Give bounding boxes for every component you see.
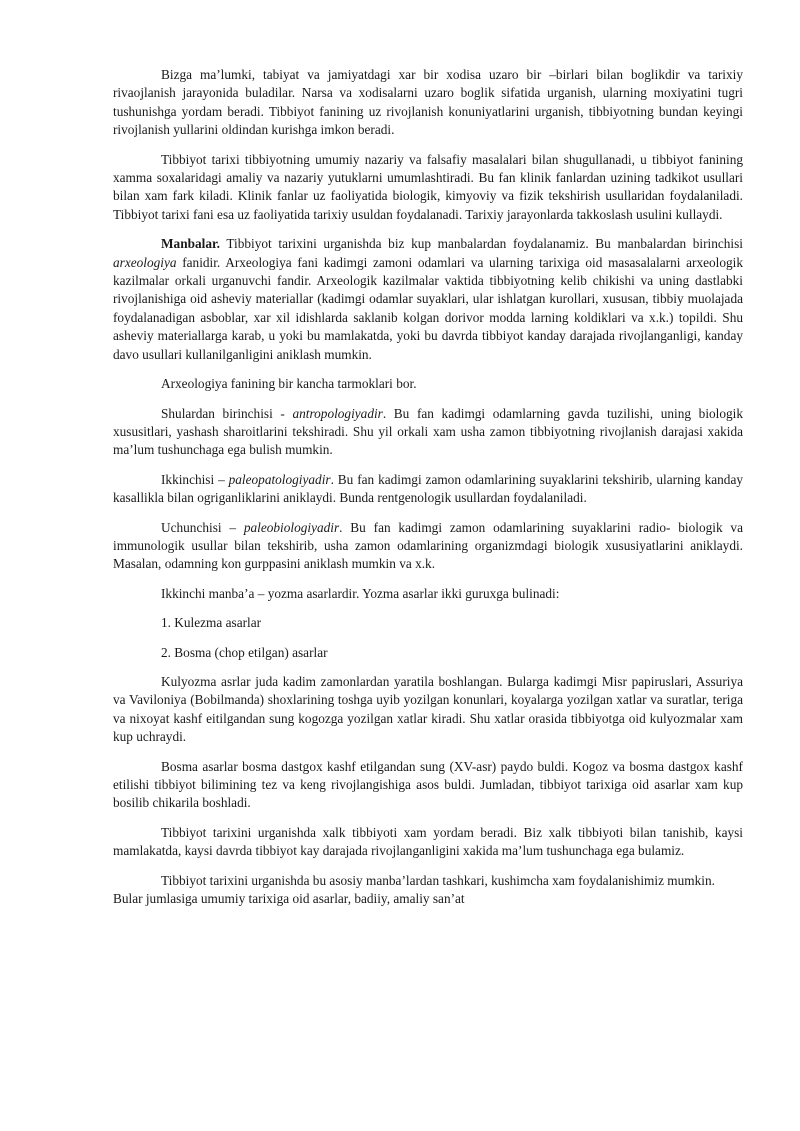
paragraph [113,66,743,140]
text-run: Shulardan birinchisi - [161,405,293,421]
text-run: Arxeologiya fanining bir kancha tarmoklari bor. [161,376,417,392]
text-run: Tibbiyot tarixini urganishda xalk tibbiyoti xam yordam beradi. Biz xalk tibbiyoti bilan tanishib, kaysi mamlakatda, kaysi davrda tibbiyot kay darajada rivojlanganligini xakida ma’lum tushunchaga ega bulamiz. [113,824,743,859]
paragraph [113,235,743,364]
paragraph [113,405,743,460]
text-run: 1. Kulezma asarlar [161,615,262,631]
paragraph [113,758,743,813]
paragraph [113,673,743,747]
emphasized-term: antropologiyadir [292,405,383,421]
text-run: Ikkinchisi – [161,471,229,487]
text-run: Bizga ma’lumki, tabiyat va jamiyatdagi xar bir xodisa uzaro bir –birlari bilan boglikdir va tarixiy rivaojlanish jarayonida buladilar. Narsa va xodisalarni uzaro boglik sifatida urganish, ularning moxiyatini tugri tushunishga yordam beradi. Tibbiyot fanining uz rivojlanish konuniyatlarini urganish, tibbiyotning bundan keyingi rivojlanish yullarini oldindan kurishga imkon beradi. [113,67,743,138]
text-run: . Bu fan kadimgi zamon odamlarining suyaklarini radio- biologik va immunologik usullar bilan tekshirib, usha zamon odamlarining organizmdagi biologik xususiyatlarini aniklaydi. Masalan, odamning kon gurppasini aniklash mumkin va x.k. [113,519,743,572]
paragraph [113,375,743,393]
text-run: Uchunchisi – [161,519,244,535]
text-run: Tibbiyot tarixini urganishda bu asosiy manba’lardan tashkari, kushimcha xam foydalanishimiz mumkin. Bular jumlasiga umumiy tarixiga oid asarlar, badiiy, amaliy san’at [113,872,715,907]
paragraph [113,471,743,508]
paragraph [113,614,743,632]
paragraph [113,519,743,574]
paragraph [113,585,743,603]
text-run: . Bu fan kadimgi zamon odamlarining suyaklarini tekshirib, ularning kanday kasallikla bilan ogriganliklarini aniklaydi. Bunda rentgenologik usullardan foydalaniladi. [113,471,743,506]
document-page [113,66,743,919]
text-run: Tibbiyot tarixi tibbiyotning umumiy nazariy va falsafiy masalalari bilan shugullanadi, u tibbiyot fanining xamma soxalaridagi amaliy va nazariy yutuklarni umumlashtiradi. Bu fan klinik fanlardan uzining tadkikot usullari bilan xam fark kiladi. Klinik fanlar uz faoliyatida biologik, kimyoviy va fizik tekshirish usullaridan foydalaniladi. Tibbiyot tarixi fani esa uz faoliyatida tarixiy usuldan foydalanadi. Tarixiy jarayonlarda takkoslash usulini kullaydi. [113,151,743,222]
paragraph [113,872,743,909]
text-run: . Bu fan kadimgi odamlarning gavda tuzilishi, uning biologik xususitlari, yashash sharoitlarini tekshiradi. Shu yil orkali xam usha zamon tibbiyotning rivojlanish darajasi xakida ma’lum tushunchaga ega bulish mumkin. [113,405,744,458]
text-run: Kulyozma asrlar juda kadim zamonlardan yaratila boshlangan. Bularga kadimgi Misr papiruslari, Assuriya va Vaviloniya (Bobilmanda) shoxlarining toshga uyib yozilgan konunlari, koyalarga yozilgan xatlar va suratlar, teriga va nixoyat kashf eitilgandan sung kogozga yozilgan xatlar kiradi. Shu xatlar orasida tibbiyotga oid kulyozmalar xam kup uchraydi. [113,673,743,745]
emphasized-term: arxeologiya [113,254,177,270]
paragraph [113,151,743,225]
text-run: fanidir. Arxeologiya fani kadimgi zamoni odamlari va ularning tarixiga oid masasalalarni arxeologik kazilmalar orkali urganuvchi fandir. Arxeologik kazilmalar vaktida tibbiyotning kelib chikishi va uning dastlabki rivojlanishiga oid asheviy materiallar (kadimgi odamlar suyaklari, ular ishlatgan kurollari, xususan, tibbiy muolajada foydalanadigan asboblar, xar xil idishlarda saklanib kolgan dorivor modda larning koldiklari va x.k.) topildi. Shu asheviy materiallarga karab, u yoki bu mamlakatda, yoki bu davrda tibbiyot kanday darajada rivojlanganligi, kanday davo usullari kullanilganligini aniklash mumkin. [113,254,743,362]
emphasized-term: paleobiologiyadir [243,519,340,535]
text-run: Ikkinchi manba’a – yozma asarlardir. Yozma asarlar ikki guruxga bulinadi: [161,585,560,601]
text-run: 2. Bosma (chop etilgan) asarlar [161,644,328,660]
section-heading: Manbalar. [161,236,220,252]
text-run: Bosma asarlar bosma dastgox kashf etilgandan sung (XV-asr) paydo buldi. Kogoz va bosma dastgox kashf etilishi tibbiyot bilimining tez va keng rivojlangishiga asos buldi. Jumladan, tibbiyot tarixiga oid asarlar xam kup bosilib chikarila boshladi. [113,758,743,811]
emphasized-term: paleopatologiyadir [228,471,331,487]
paragraph [113,644,743,662]
paragraph [113,824,743,861]
text-run: Tibbiyot tarixini urganishda biz kup manbalardan foydalanamiz. Bu manbalardan birinchisi [220,236,743,252]
